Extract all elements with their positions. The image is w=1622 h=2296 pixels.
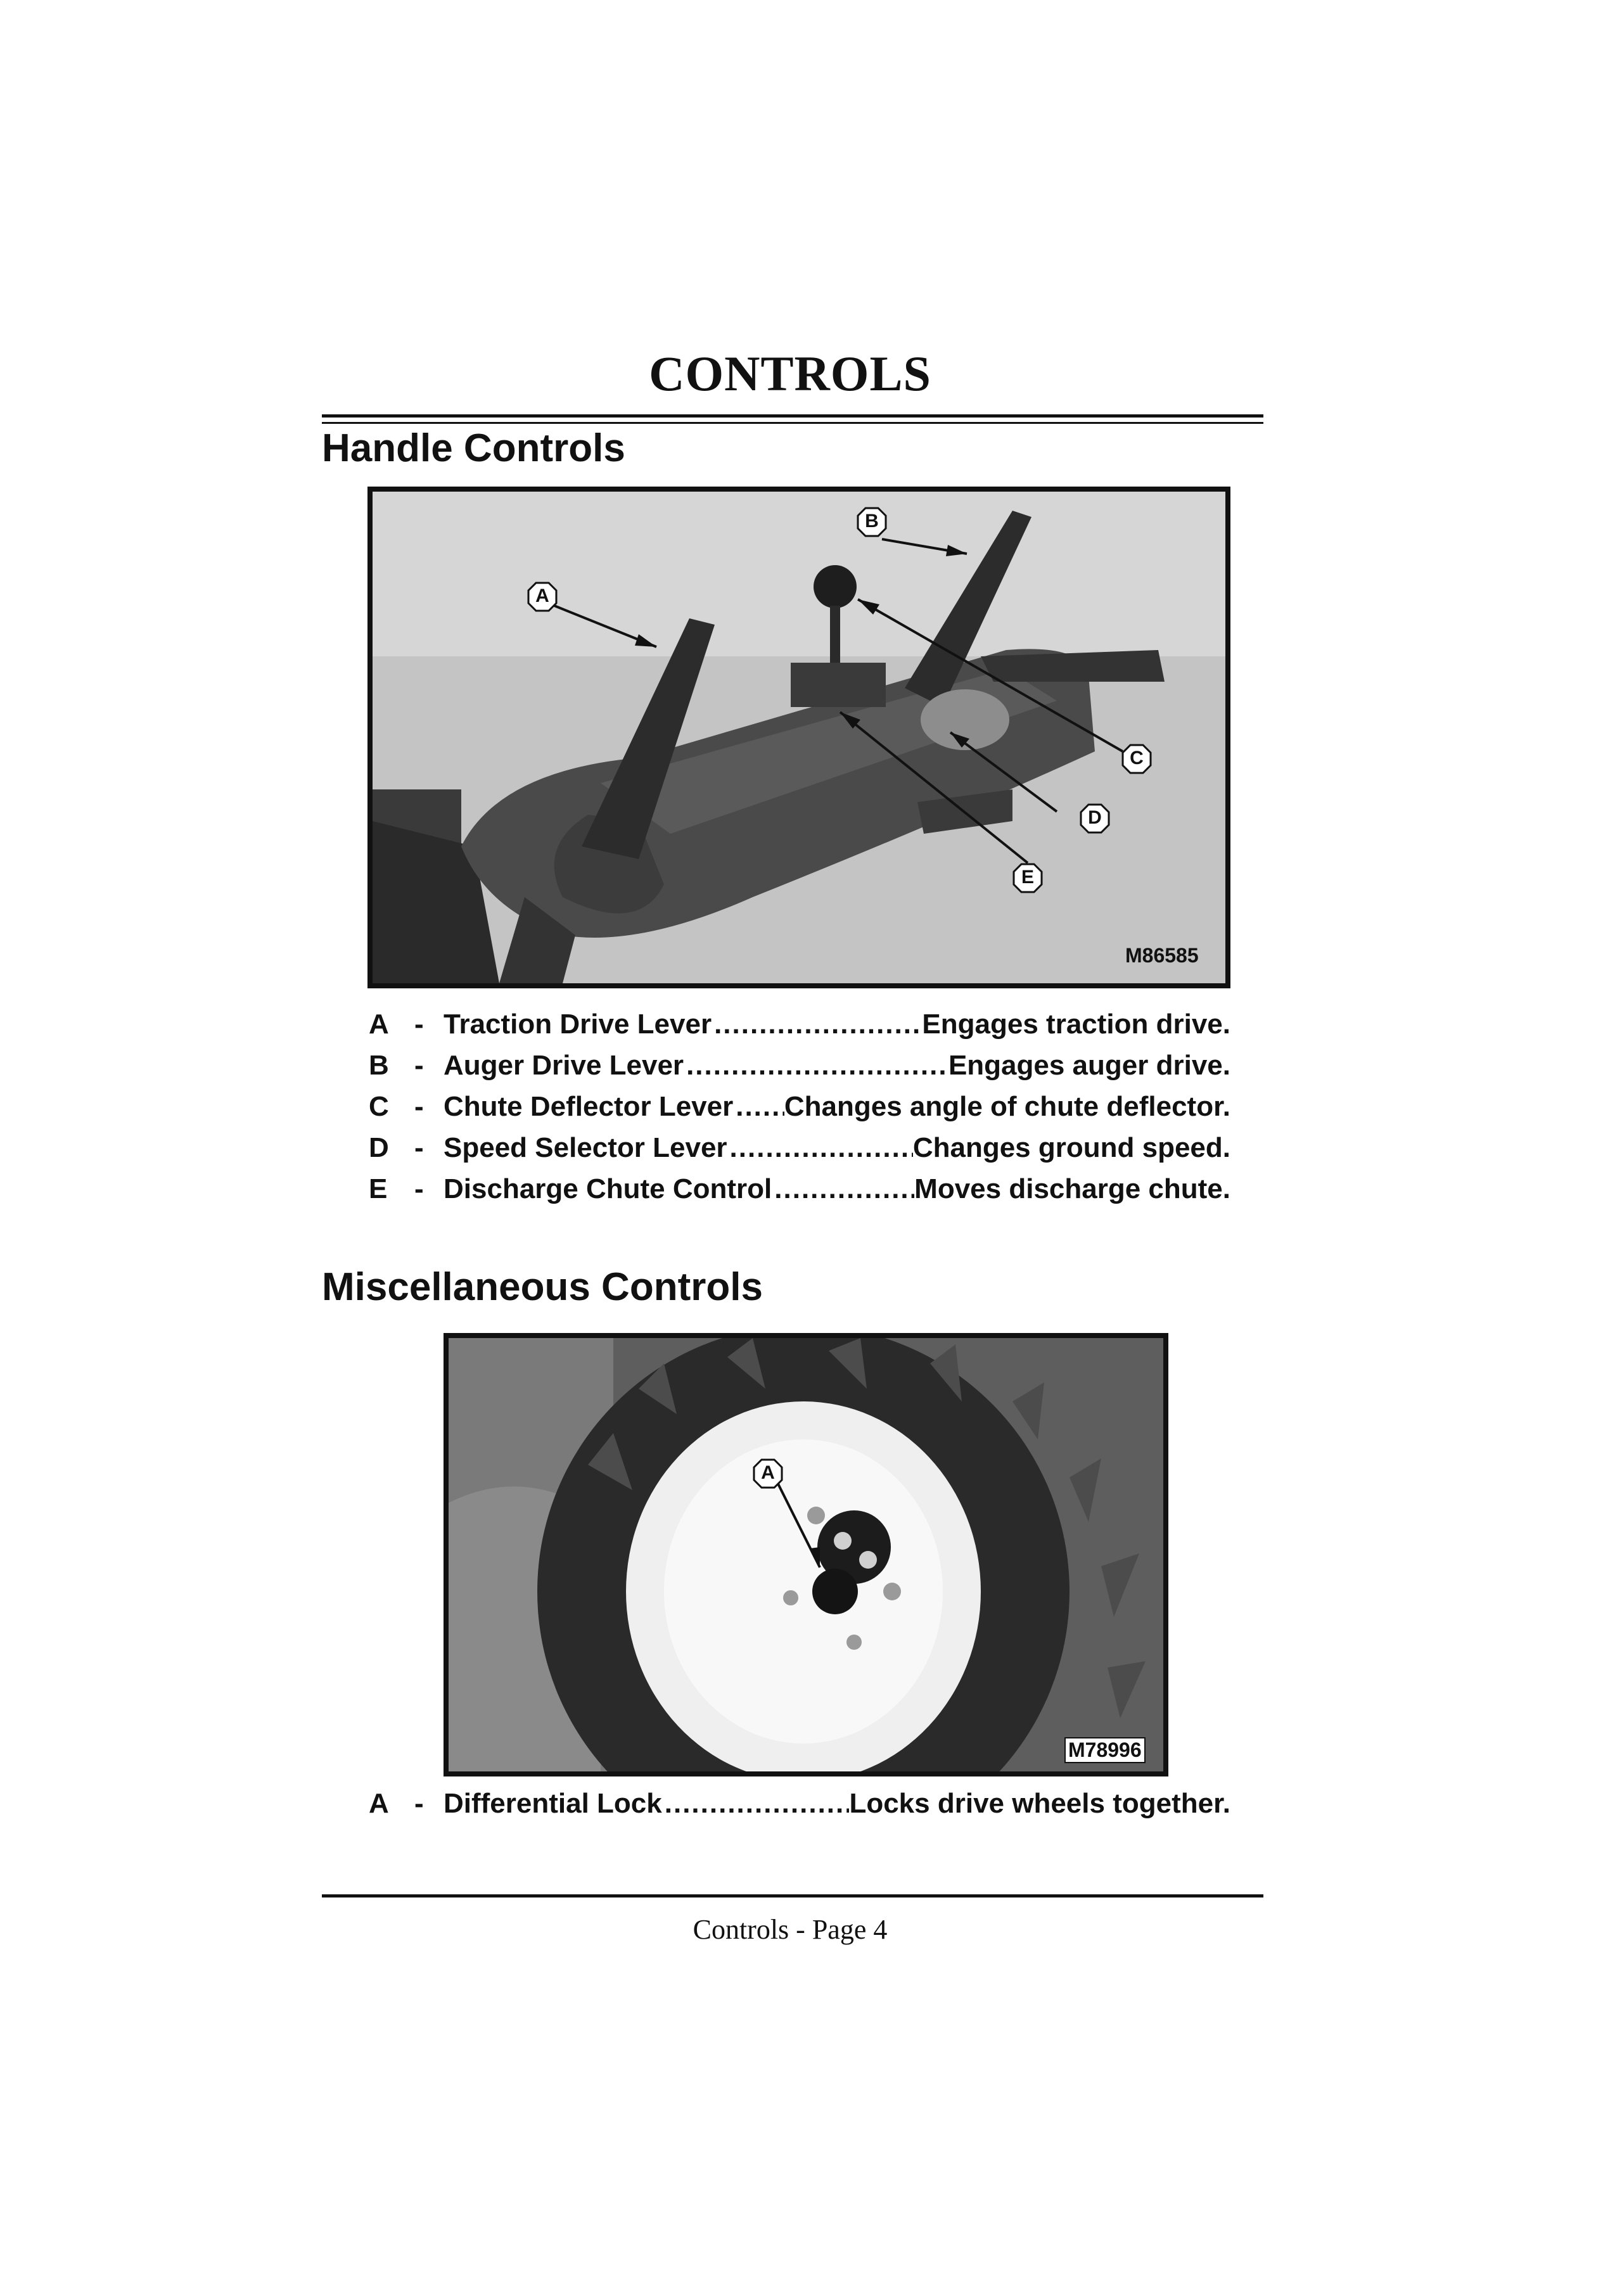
legend-row-b <box>369 1050 1230 1089</box>
leader-dots <box>733 1091 784 1123</box>
legend-letter: A <box>369 1009 389 1040</box>
title-rule-bottom <box>322 422 1263 424</box>
legend-letter: E <box>369 1173 388 1204</box>
legend-letter: D <box>369 1132 389 1163</box>
legend-dash: - <box>414 1050 424 1081</box>
legend-row-e <box>369 1173 1230 1213</box>
callout-a-misc <box>753 1458 783 1489</box>
legend-dash: - <box>414 1009 424 1040</box>
control-function: Changes ground speed. <box>912 1132 1230 1163</box>
leader-dots <box>727 1132 913 1164</box>
handle-controls-heading: Handle Controls <box>322 426 625 470</box>
leader-dots <box>684 1050 948 1081</box>
legend-description <box>444 1788 1230 1820</box>
callout-a-letter: A <box>761 1462 775 1483</box>
legend-letter: C <box>369 1091 389 1122</box>
legend-description <box>444 1091 1230 1123</box>
callout-b-letter: B <box>865 511 879 532</box>
legend-dash: - <box>414 1788 424 1819</box>
legend-dash: - <box>414 1173 424 1204</box>
legend-dash: - <box>414 1091 424 1122</box>
callout-a-letter: A <box>535 585 549 606</box>
legend-description <box>444 1050 1230 1081</box>
callout-c-letter: C <box>1130 748 1144 769</box>
misc-controls-photo <box>444 1333 1168 1776</box>
wheel-illustration <box>449 1338 1163 1771</box>
legend-dash: - <box>414 1132 424 1163</box>
control-function: Changes angle of chute deflector. <box>784 1091 1230 1122</box>
legend-row-d <box>369 1132 1230 1171</box>
callout-d-letter: D <box>1088 807 1102 828</box>
misc-controls-heading: Miscellaneous Controls <box>322 1265 763 1309</box>
legend-letter: B <box>369 1050 389 1081</box>
footer-rule <box>322 1894 1263 1897</box>
legend-description <box>444 1173 1230 1205</box>
page-title: CONTROLS <box>649 346 931 401</box>
control-name: Chute Deflector Lever <box>444 1091 734 1122</box>
control-function: Engages auger drive. <box>948 1050 1230 1081</box>
control-name: Speed Selector Lever <box>444 1132 727 1163</box>
callout-d-handle <box>1080 803 1110 834</box>
leader-dots <box>662 1788 850 1820</box>
legend-description <box>444 1132 1230 1164</box>
figure-id-misc: M78996 <box>1064 1737 1146 1763</box>
control-name: Auger Drive Lever <box>444 1050 684 1081</box>
legend-row-misc-a <box>369 1788 1230 1827</box>
legend-letter: A <box>369 1788 389 1819</box>
callout-b-handle <box>857 507 887 537</box>
control-function: Moves discharge chute. <box>914 1173 1230 1204</box>
figure-id-handle: M86585 <box>1125 944 1199 967</box>
title-rule-top <box>322 414 1263 418</box>
legend-description <box>444 1009 1230 1040</box>
control-name: Differential Lock <box>444 1788 662 1819</box>
control-name: Traction Drive Lever <box>444 1009 712 1040</box>
callout-c-handle <box>1121 744 1152 774</box>
handle-controls-photo <box>367 487 1230 988</box>
control-function: Engages traction drive. <box>922 1009 1230 1040</box>
control-function: Locks drive wheels together. <box>849 1788 1230 1819</box>
legend-row-a <box>369 1009 1230 1048</box>
legend-row-c <box>369 1091 1230 1130</box>
handle-controls-illustration <box>373 492 1225 983</box>
page-footer: Controls - Page 4 <box>693 1914 888 1945</box>
callout-e-handle <box>1012 863 1043 893</box>
leader-dots <box>712 1009 922 1040</box>
callout-e-letter: E <box>1021 867 1034 888</box>
leader-dots <box>772 1173 914 1205</box>
control-name: Discharge Chute Control <box>444 1173 772 1204</box>
callout-a-handle <box>527 582 558 612</box>
